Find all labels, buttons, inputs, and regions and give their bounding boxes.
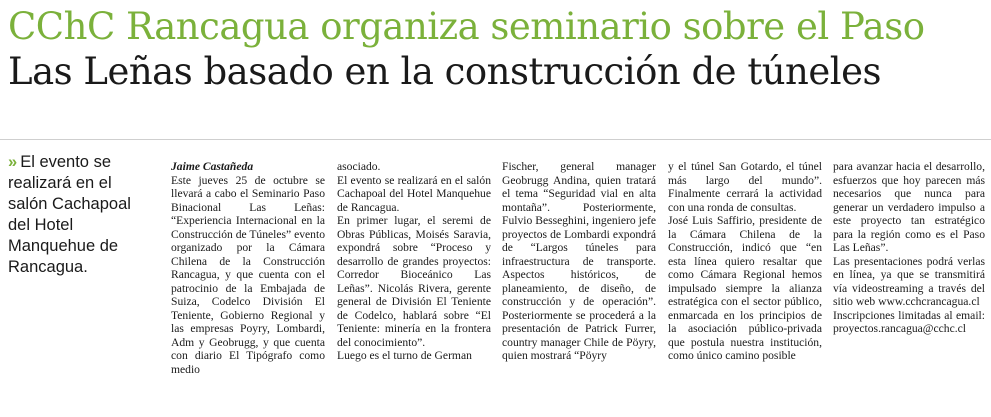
chevron-right-icon: » [8, 153, 18, 171]
column-text: Este jueves 25 de octubre se llevará a cabo el Seminario Paso Binacional Las Leñas: “Experiencia Internacional en la Construcción de Túneles” evento organizado por la Cámara Chilena de la Construcción Rancagua, y que cuenta con el patrocinio de la Embajada de Suiza, Codelco División El Teniente, Gobierno Regional y las empresas Poyry, Lombardi, Adm y Geobrugg, y que cuenta con diario El Tipógrafo como medio [171, 173, 326, 376]
column-text: para avanzar hacia el desarrollo, esfuerzos que hoy parecen más necesarios que nunca para generar un verdadero impulso a este proyecto tan estratégico para la región como es el Paso Las Leñas”. Las presentaciones podrá verlas en línea, ya que se transmitirá vía videostreaming a través del sitio web www.cchcrancagua.cl Inscripciones limitadas al email: proyectos.rancagua@cchc.cl [833, 160, 985, 335]
divider [0, 139, 991, 140]
article-column-5 [833, 160, 985, 336]
column-text: asociado. El evento se realizará en el salón Cachapoal del Hotel Manquehue de Rancagua. En primer lugar, el seremi de Obras Públicas, Moisés Saravia, expondrá sobre “Proceso y desarrollo de grandes proyectos: Corredor Bioceánico Las Leñas”. Nicolás Rivera, gerente general de División El Teniente de Codelco, hablará sobre “El Teniente: minería en la frontera del conocimiento”. Luego es el turno de German [337, 160, 491, 362]
column-text: Fischer, general manager Geobrugg Andina, quien tratará el tema “Seguridad vial en alta montaña”. Posteriormente, Fulvio Besseghini, ingeniero jefe proyectos de Lombardi expondrá de “Largos túneles para infraestructura de transporte. Aspectos históricos, de planeamiento, de diseño, de construcción y de operación”. Posteriormente se procederá a la presentación de Patrick Furrer, country manager Chile de Pöyry, quien mostrará “Pöyry [502, 160, 656, 362]
article-column-3 [502, 160, 656, 363]
headline-line-1: CChC Rancagua organiza seminario sobre el Paso [8, 5, 925, 48]
headline [8, 4, 983, 94]
article-column-1 [171, 160, 325, 376]
pull-quote [8, 152, 154, 278]
column-text: y el túnel San Gotardo, el túnel más largo del mundo”. Finalmente cerrará la actividad con una ronda de consultas. José Luis Saffirio, presidente de la Cámara Chilena de la Construcción, indicó que “en esta línea quiero resaltar que como Cámara Regional hemos impulsado siempre la alianza estratégica con el sector público, enmarcada en los principios de la asociación público-privada que postula nuestra institución, como único camino posible [668, 160, 822, 362]
headline-line-2: Las Leñas basado en la construcción de túneles [8, 50, 881, 93]
byline: Jaime Castañeda [171, 160, 254, 173]
pull-quote-text: El evento se realizará en el salón Cachapoal del Hotel Manquehue de Rancagua. [8, 153, 131, 276]
article-column-2 [337, 160, 491, 363]
article-column-4 [668, 160, 822, 363]
